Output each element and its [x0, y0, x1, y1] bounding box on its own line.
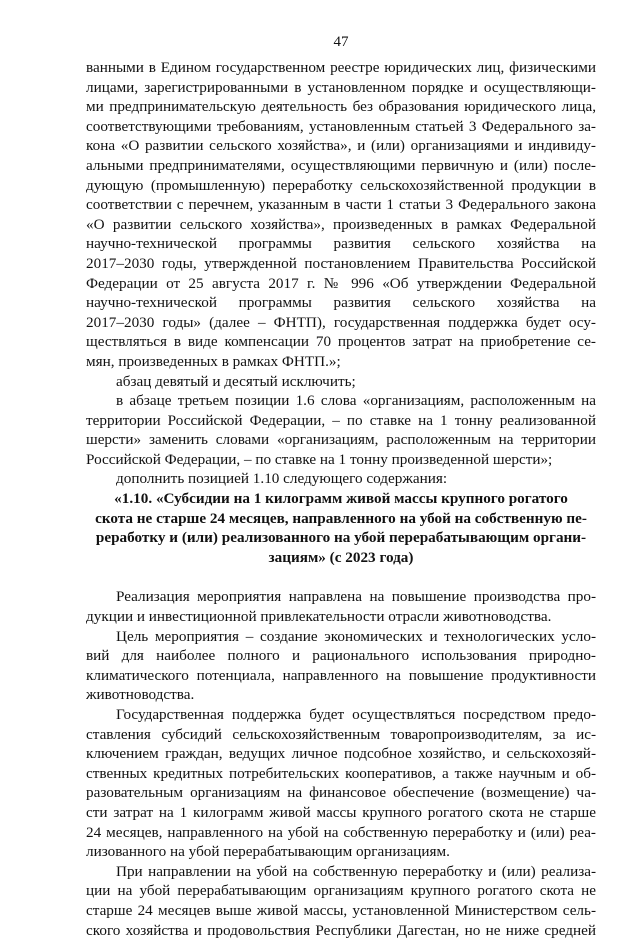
text-line: Цель мероприятия – создание экономических и технологических усло- — [116, 627, 596, 645]
text-line: сти затрат на 1 килограмм живой массы крупного рогатого скота не старше — [86, 803, 596, 821]
text-line: вий для наиболее полного и рационального использования природно- — [86, 647, 596, 665]
text-line: 2017–2030 годы» (далее – ФНТП), государственная поддержка будет осу- — [86, 313, 596, 331]
text-line: «1.10. «Субсидии на 1 килограмм живой массы крупного рогатого — [114, 490, 568, 508]
text-line: зациям» (с 2023 года) — [268, 548, 414, 566]
paragraph — [86, 469, 596, 489]
paragraph — [86, 705, 596, 862]
text-line: При направлении на убой на собственную переработку и (или) реализа- — [116, 862, 596, 880]
text-line: ми предпринимательскую деятельность без образования юридического лица, — [86, 98, 596, 116]
paragraph — [86, 587, 596, 626]
text-line: ставления субсидий сельскохозяйственным товаропроизводителям, за ис- — [86, 725, 596, 743]
text-line: соответствии с перечнем, указанным в части 1 статьи 3 Федерального закона — [86, 196, 596, 214]
text-line: реработку и (или) реализованного на убой перерабатывающим органи- — [95, 529, 587, 547]
text-line: лизованного на убой перерабатывающим организациям. — [86, 843, 450, 861]
text-line: дополнить позицией 1.10 следующего содержания: — [116, 470, 448, 488]
text-line: 2017–2030 годы, утвержденной постановлением Правительства Российской — [86, 254, 596, 272]
text-line: ции на убой перерабатывающим организациям крупного рогатого скота не — [86, 882, 596, 900]
text-line: ственных кредитных потребительских кооперативов, а также научным и об- — [86, 764, 596, 782]
text-line: лицами, зарегистрированными в установленном порядке и осуществляющи- — [86, 78, 596, 96]
paragraph — [86, 58, 596, 372]
text-line: Государственная поддержка будет осуществляться посредством предо- — [116, 706, 596, 723]
text-line: научно-технической программы развития сельского хозяйства на — [86, 294, 596, 312]
text-line: ского хозяйства и продовольствия Республики Дагестан, но не ниже средней — [86, 921, 596, 939]
text-line: «О развитии сельского хозяйства», произведенных в рамках Федеральной — [86, 215, 596, 233]
text-line: животноводства. — [86, 686, 195, 704]
text-line: Российской Федерации, – по ставке на 1 тонну произведенной шерсти»; — [86, 450, 553, 468]
paragraph — [86, 372, 596, 392]
text-line: в абзаце третьем позиции 1.6 слова «организациям, расположенным на — [116, 392, 596, 410]
paragraph — [86, 391, 596, 469]
text-line: научно-технической программы развития сельского хозяйства на — [86, 235, 596, 253]
text-line: ванными в Едином государственном реестре юридических лиц, физическими — [86, 59, 596, 76]
paragraph — [86, 862, 596, 940]
text-line: кона «О развитии сельского хозяйства», и (или) организациями и индивиду- — [86, 137, 596, 155]
text-line: Федерации от 25 августа 2017 г. № 996 «Об утверждении Федеральной — [86, 274, 596, 292]
text-line: альными предпринимателями, осуществляющими первичную и (или) после- — [86, 156, 596, 174]
paragraph-gap — [86, 567, 596, 587]
document-body — [86, 58, 596, 940]
text-line: скота не старше 24 месяцев, направленного на убой на собственную пе- — [95, 509, 587, 527]
text-line: разовательным организациям на финансовое обеспечение (возмещение) ча- — [86, 784, 596, 802]
text-line: дующую (промышленную) переработку сельскохозяйственной продукции в — [86, 176, 596, 194]
text-line: 24 месяцев, направленного на убой на собственную переработку и (или) реа- — [86, 823, 596, 841]
text-line: шерсти» заменить словами «организациям, расположенным на территории — [86, 431, 596, 449]
text-line: абзац девятый и десятый исключить; — [116, 372, 356, 390]
text-line: соответствующими требованиям, установленным статьей 3 Федерального за- — [86, 117, 596, 135]
text-line: Реализация мероприятия направлена на повышение производства про- — [116, 588, 596, 606]
text-line: климатического потенциала, направленного на повышение продуктивности — [86, 666, 596, 684]
text-line: ществляться в виде компенсации 70 процентов затрат на приобретение се- — [86, 333, 596, 351]
page-number: 47 — [333, 34, 349, 50]
text-line: старше 24 месяцев выше живой массы, установленной Министерством сель- — [86, 901, 596, 919]
text-line: дукции и инвестиционной привлекательности отрасли животноводства. — [86, 608, 552, 626]
paragraph — [86, 627, 596, 705]
section-heading — [86, 489, 596, 567]
text-line: мян, произведенных в рамках ФНТП.»; — [86, 352, 341, 370]
text-line: территории Российской Федерации, – по ставке на 1 тонну реализованной — [86, 411, 596, 429]
text-line: ключением граждан, ведущих личное подсобное хозяйство, и сельскохозяй- — [86, 745, 596, 763]
